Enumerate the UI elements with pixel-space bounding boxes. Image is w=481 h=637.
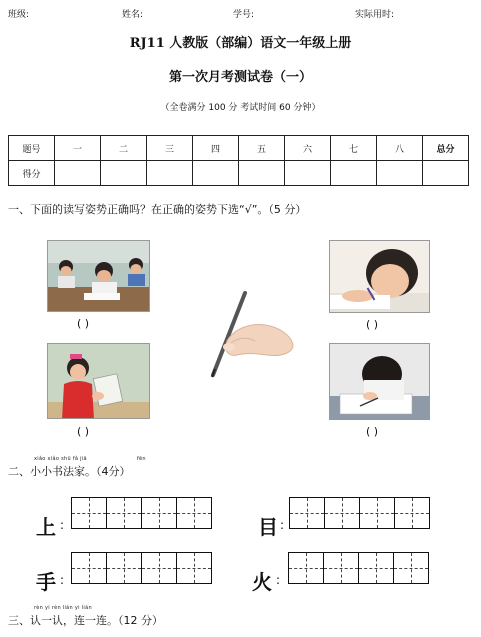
posture-photo-classroom — [47, 240, 150, 312]
answer-paren-4[interactable]: ( ) — [366, 425, 379, 438]
colon: : — [60, 518, 65, 532]
table-cell: 得分 — [9, 161, 55, 186]
section-2-pinyin-fen: fēn — [137, 456, 146, 462]
table-cell: 七 — [331, 136, 377, 161]
score-input-cell[interactable] — [239, 161, 285, 186]
exam-title: RJ11 人教版（部编）语文一年级上册 — [129, 36, 352, 51]
section-2-heading: 二、小小书法家。（4分） — [8, 465, 131, 478]
score-input-cell[interactable] — [147, 161, 193, 186]
writing-cell[interactable] — [324, 497, 360, 529]
writing-cell[interactable] — [141, 497, 177, 529]
writing-grid-shang[interactable] — [71, 497, 211, 529]
score-table — [8, 135, 469, 186]
table-cell: 六 — [285, 136, 331, 161]
colon: : — [60, 573, 65, 587]
table-cell: 四 — [193, 136, 239, 161]
writing-cell[interactable] — [394, 497, 430, 529]
section-3-heading: 三、认一认，连一连。（12 分） — [8, 614, 163, 627]
score-table-score-row — [9, 161, 469, 186]
char-shou: 手 — [36, 570, 56, 594]
score-input-cell[interactable] — [331, 161, 377, 186]
writing-cell[interactable] — [71, 497, 107, 529]
writing-cell[interactable] — [289, 497, 325, 529]
class-label: 班级: — [8, 10, 30, 20]
writing-cell[interactable] — [323, 552, 359, 584]
writing-grid-mu[interactable] — [289, 497, 429, 529]
time-used-label: 实际用时: — [355, 10, 395, 20]
table-cell: 二 — [101, 136, 147, 161]
answer-paren-3[interactable]: ( ) — [77, 425, 90, 438]
writing-cell[interactable] — [106, 497, 142, 529]
section-1-heading: 一、下面的读写姿势正确吗？在正确的姿势下选“√”。（5 分） — [8, 203, 307, 216]
section-2-pinyin: xiǎo xiǎo shū fǎ jiā — [34, 456, 87, 462]
score-input-cell[interactable] — [423, 161, 469, 186]
score-input-cell[interactable] — [285, 161, 331, 186]
score-input-cell[interactable] — [193, 161, 239, 186]
table-cell: 八 — [377, 136, 423, 161]
section-3-pinyin: rèn yi rèn lián yi lián — [34, 605, 92, 611]
writing-cell[interactable] — [359, 497, 395, 529]
pen-holding-hand-illustration — [205, 287, 297, 379]
score-input-cell[interactable] — [377, 161, 423, 186]
table-cell: 五 — [239, 136, 285, 161]
name-label: 姓名: — [122, 10, 144, 20]
student-id-label: 学号: — [233, 10, 255, 20]
colon: : — [276, 573, 281, 587]
answer-paren-1[interactable]: ( ) — [77, 317, 90, 330]
score-table-header-row — [9, 136, 469, 161]
score-input-cell[interactable] — [55, 161, 101, 186]
answer-paren-2[interactable]: ( ) — [366, 318, 379, 331]
writing-grid-shou[interactable] — [71, 552, 211, 584]
posture-photo-close-desk — [329, 240, 430, 313]
char-mu: 目 — [258, 515, 278, 539]
exam-subtitle: 第一次月考测试卷（一） — [168, 70, 312, 85]
writing-cell[interactable] — [176, 497, 212, 529]
writing-cell[interactable] — [141, 552, 177, 584]
char-shang: 上 — [36, 515, 56, 539]
writing-cell[interactable] — [393, 552, 429, 584]
table-cell: 总分 — [423, 136, 469, 161]
writing-cell[interactable] — [106, 552, 142, 584]
posture-photo-head-on-desk — [329, 343, 430, 420]
writing-cell[interactable] — [358, 552, 394, 584]
score-input-cell[interactable] — [101, 161, 147, 186]
table-cell: 题号 — [9, 136, 55, 161]
table-cell: 一 — [55, 136, 101, 161]
table-cell: 三 — [147, 136, 193, 161]
writing-cell[interactable] — [288, 552, 324, 584]
posture-photo-girl-reading — [47, 343, 150, 419]
writing-grid-huo[interactable] — [288, 552, 428, 584]
writing-cell[interactable] — [71, 552, 107, 584]
writing-cell[interactable] — [176, 552, 212, 584]
exam-info: （全卷满分 100 分 考试时间 60 分钟） — [160, 103, 321, 113]
colon: : — [280, 518, 285, 532]
char-huo: 火 — [252, 570, 272, 594]
